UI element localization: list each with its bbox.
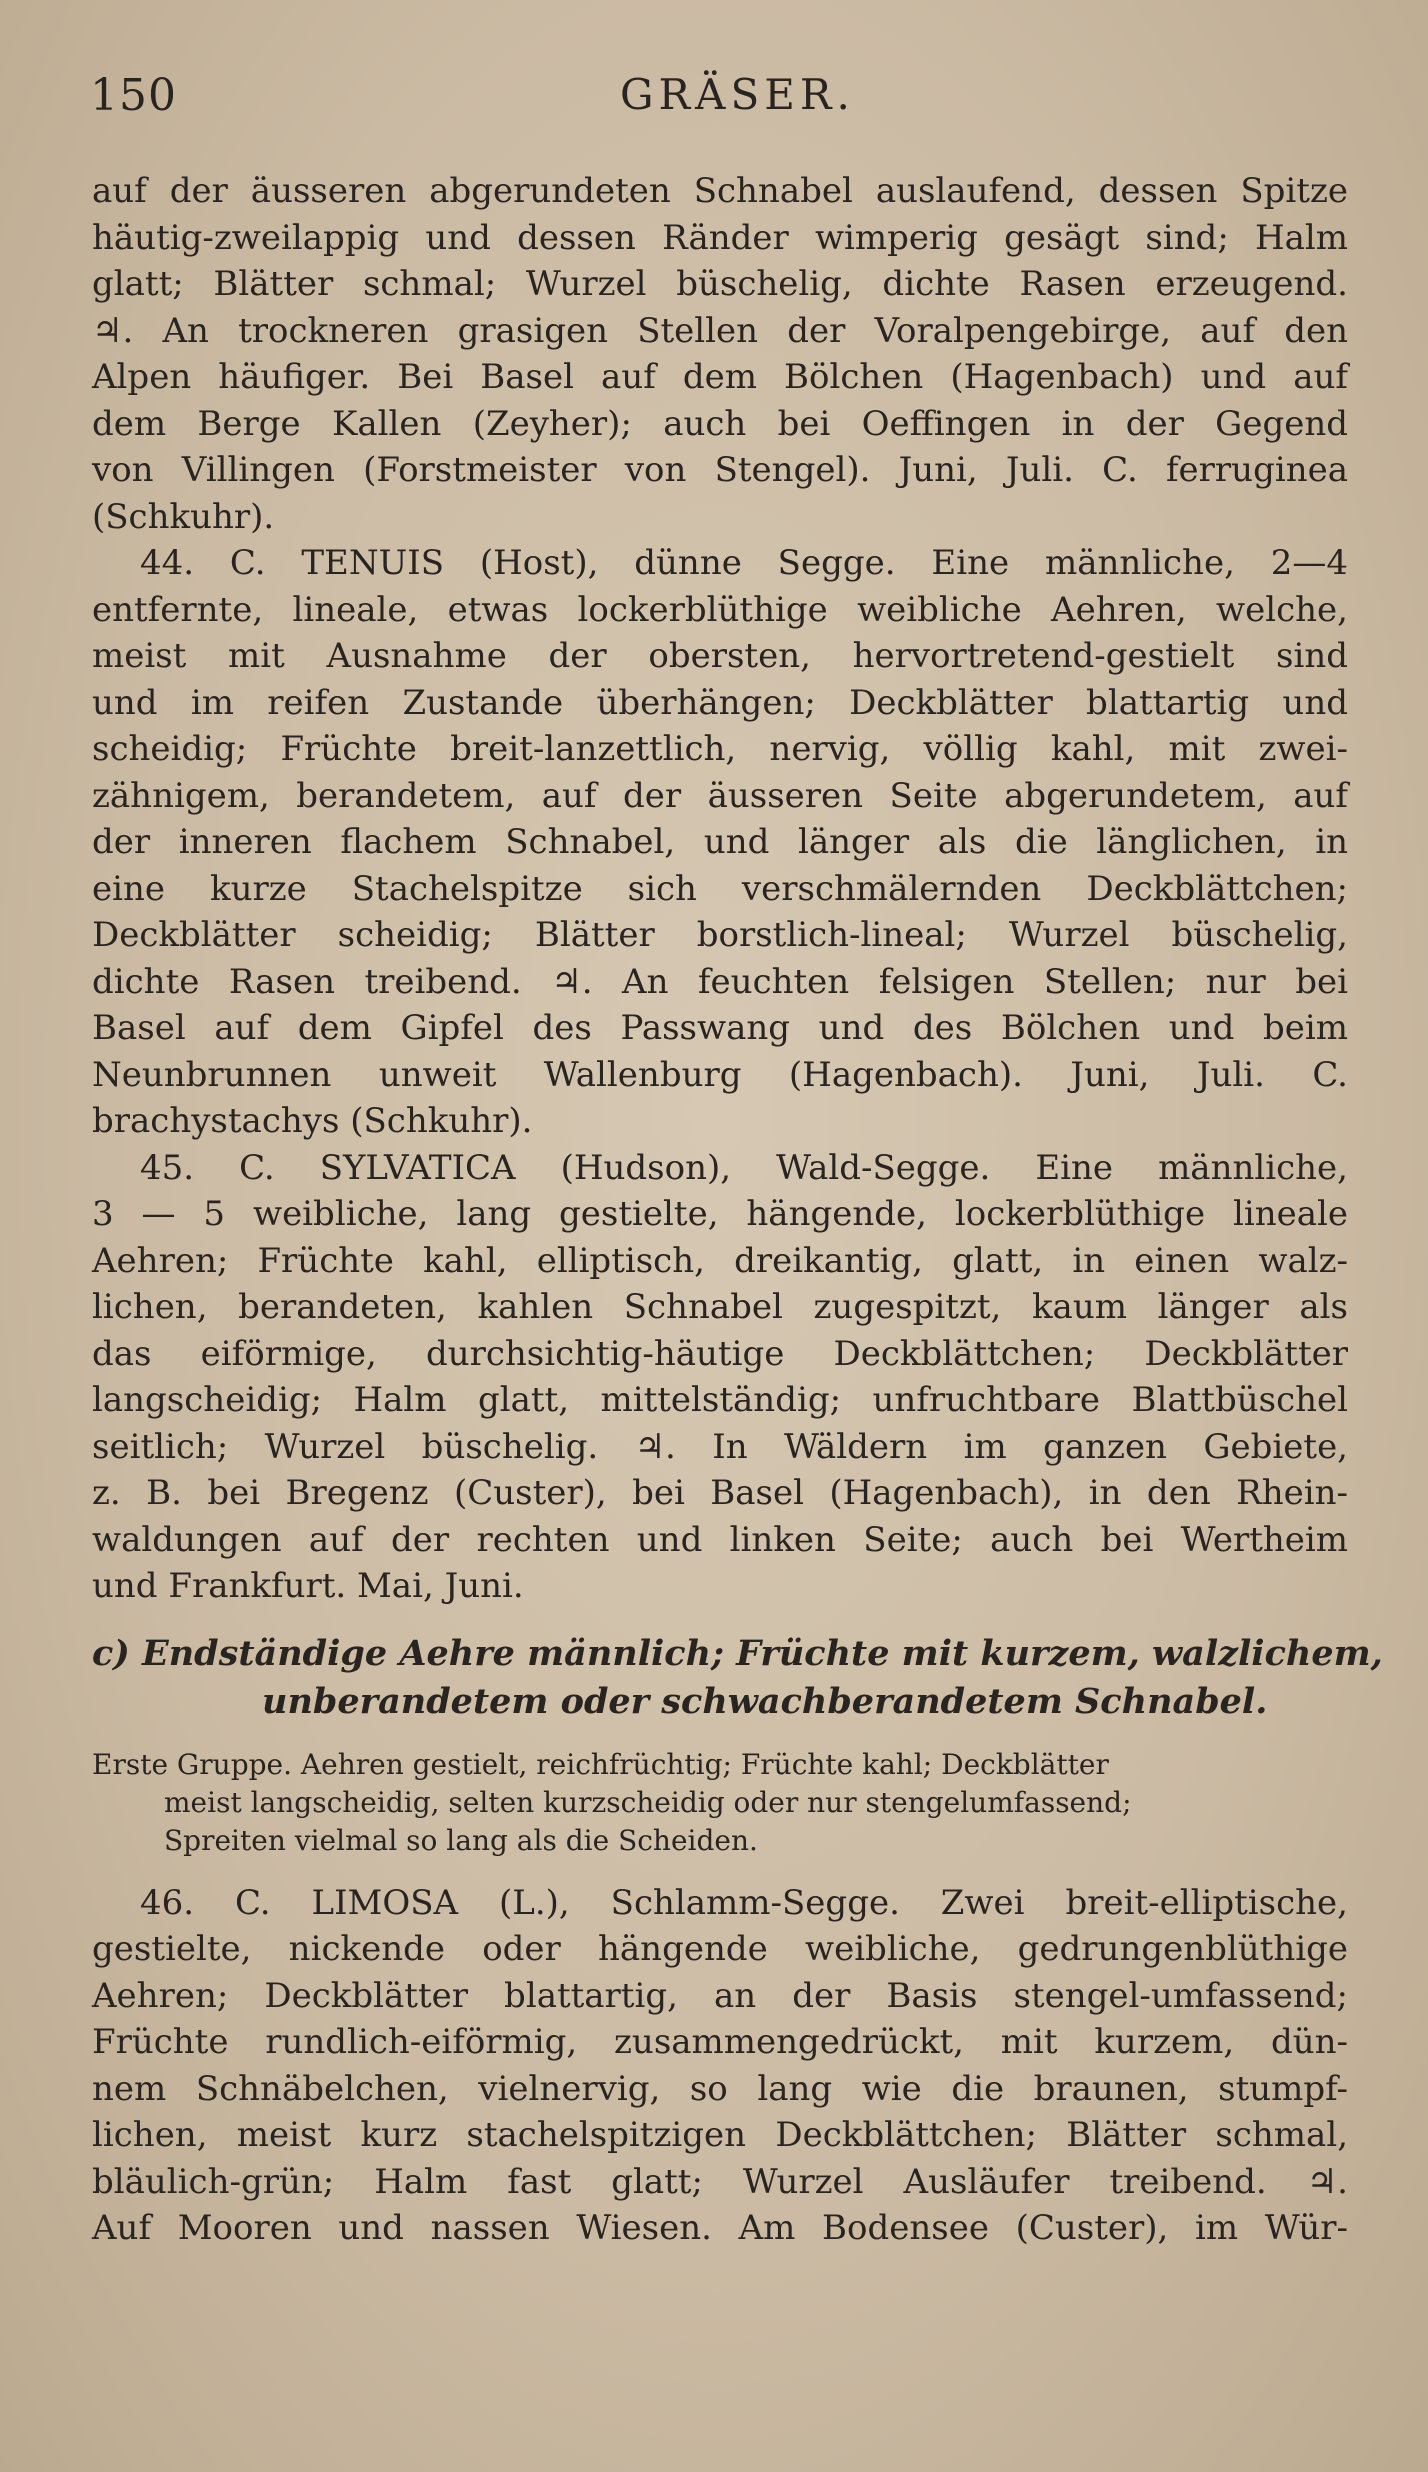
text-line: von Villingen (Forstmeister von Stengel). Juni, Juli. C. ferruginea	[92, 450, 1348, 490]
text-line: der inneren flachem Schnabel, und länger als die länglichen, in	[92, 822, 1348, 862]
text-line: Neunbrunnen unweit Wallenburg (Hagenbach). Juni, Juli. C.	[92, 1054, 1348, 1095]
text-line: z. B. bei Bregenz (Custer), bei Basel (Hagenbach), in den Rhein-	[92, 1473, 1348, 1513]
text-line: bläulich-grün; Halm fast glatt; Wurzel Ausläufer treibend. ♃.	[92, 2161, 1348, 2202]
text-line: zähnigem, berandetem, auf der äusseren Seite abgerundetem, auf	[92, 775, 1348, 816]
text-line: Alpen häufiger. Bei Basel auf dem Bölchen (Hagenbach) und auf	[92, 357, 1348, 397]
text-line: brachystachys (Schkuhr).	[92, 1101, 533, 1141]
note-line: meist langscheidig, selten kurzscheidig oder nur stengelumfassend;	[164, 1785, 1132, 1819]
text-line: langscheidig; Halm glatt, mittelständig; unfruchtbare Blattbüschel	[92, 1380, 1348, 1420]
text-line: meist mit Ausnahme der obersten, hervortretend-gestielt sind	[92, 636, 1348, 676]
text-line: ♃. An trockneren grasigen Stellen der Voralpengebirge, auf den	[92, 310, 1348, 351]
text-line: das eiförmige, durchsichtig-häutige Deckblättchen; Deckblätter	[92, 1333, 1348, 1374]
text-line: gestielte, nickende oder hängende weibliche, gedrungenblüthige	[92, 1929, 1348, 1969]
text-line: 44. C. TENUIS (Host), dünne Segge. Eine männliche, 2—4	[140, 543, 1348, 583]
section-heading-line: unberandetem oder schwachberandetem Schnabel.	[262, 1680, 1268, 1722]
section-heading-line: c) Endständige Aehre männlich; Früchte mit kurzem, walzlichem,	[92, 1632, 1383, 1674]
text-line: dichte Rasen treibend. ♃. An feuchten felsigen Stellen; nur bei	[92, 961, 1348, 1002]
text-line: häutig-zweilappig und dessen Ränder wimperig gesägt sind; Halm	[92, 217, 1348, 258]
text-line: auf der äusseren abgerundeten Schnabel auslaufend, dessen Spitze	[92, 171, 1348, 211]
text-line: Aehren; Früchte kahl, elliptisch, dreikantig, glatt, in einen walz-	[92, 1240, 1348, 1281]
text-line: eine kurze Stachelspitze sich verschmälernden Deckblättchen;	[92, 868, 1348, 909]
text-line: dem Berge Kallen (Zeyher); auch bei Oeffingen in der Gegend	[92, 403, 1348, 444]
text-line: und im reifen Zustande überhängen; Deckblätter blattartig und	[92, 682, 1348, 723]
paragraph-ferruginea	[92, 168, 1348, 540]
text-line: seitlich; Wurzel büschelig. ♃. In Wäldern im ganzen Gebiete,	[92, 1426, 1348, 1467]
page-body	[92, 168, 1383, 2252]
page-header	[0, 70, 1428, 130]
text-line: waldungen auf der rechten und linken Seite; auch bei Wertheim	[92, 1519, 1348, 1560]
text-line: und Frankfurt. Mai, Juni.	[92, 1566, 524, 1606]
paragraph-limosa	[92, 1880, 1348, 2252]
text-line: Basel auf dem Gipfel des Passwang und des Bölchen und beim	[92, 1008, 1348, 1048]
paragraph-sylvatica	[92, 1145, 1348, 1610]
text-line: lichen, berandeten, kahlen Schnabel zugespitzt, kaum länger als	[92, 1287, 1348, 1327]
note-line: Spreiten vielmal so lang als die Scheiden.	[164, 1823, 758, 1857]
paragraph-tenuis	[92, 540, 1348, 1145]
text-line: lichen, meist kurz stachelspitzigen Deckblättchen; Blätter schmal,	[92, 2115, 1348, 2155]
text-line: nem Schnäbelchen, vielnervig, so lang wie die braunen, stumpf-	[92, 2068, 1348, 2109]
section-heading-c	[92, 1630, 1383, 1726]
page-number: 150	[90, 70, 177, 121]
text-line: Auf Mooren und nassen Wiesen. Am Bodensee (Custer), im Wür-	[92, 2208, 1348, 2248]
text-line: 46. C. LIMOSA (L.), Schlamm-Segge. Zwei breit-elliptische,	[140, 1882, 1348, 1923]
text-line: 45. C. SYLVATICA (Hudson), Wald-Segge. Eine männliche,	[140, 1147, 1348, 1188]
text-line: Aehren; Deckblätter blattartig, an der Basis stengel-umfassend;	[92, 1975, 1348, 2016]
text-line: (Schkuhr).	[92, 496, 275, 537]
text-line: scheidig; Früchte breit-lanzettlich, nervig, völlig kahl, mit zwei-	[92, 729, 1348, 769]
group-note	[92, 1746, 1348, 1860]
text-line: glatt; Blätter schmal; Wurzel büschelig, dichte Rasen erzeugend.	[92, 264, 1348, 304]
text-line: Deckblätter scheidig; Blätter borstlich-lineal; Wurzel büschelig,	[92, 915, 1348, 955]
running-title: GRÄSER.	[620, 70, 855, 119]
text-line: Früchte rundlich-eiförmig, zusammengedrückt, mit kurzem, dün-	[92, 2022, 1348, 2062]
note-line: Erste Gruppe. Aehren gestielt, reichfrüchtig; Früchte kahl; Deckblätter	[92, 1747, 1109, 1781]
text-line: 3 — 5 weibliche, lang gestielte, hängende, lockerblüthige lineale	[92, 1194, 1348, 1234]
text-line: entfernte, lineale, etwas lockerblüthige weibliche Aehren, welche,	[92, 589, 1348, 630]
